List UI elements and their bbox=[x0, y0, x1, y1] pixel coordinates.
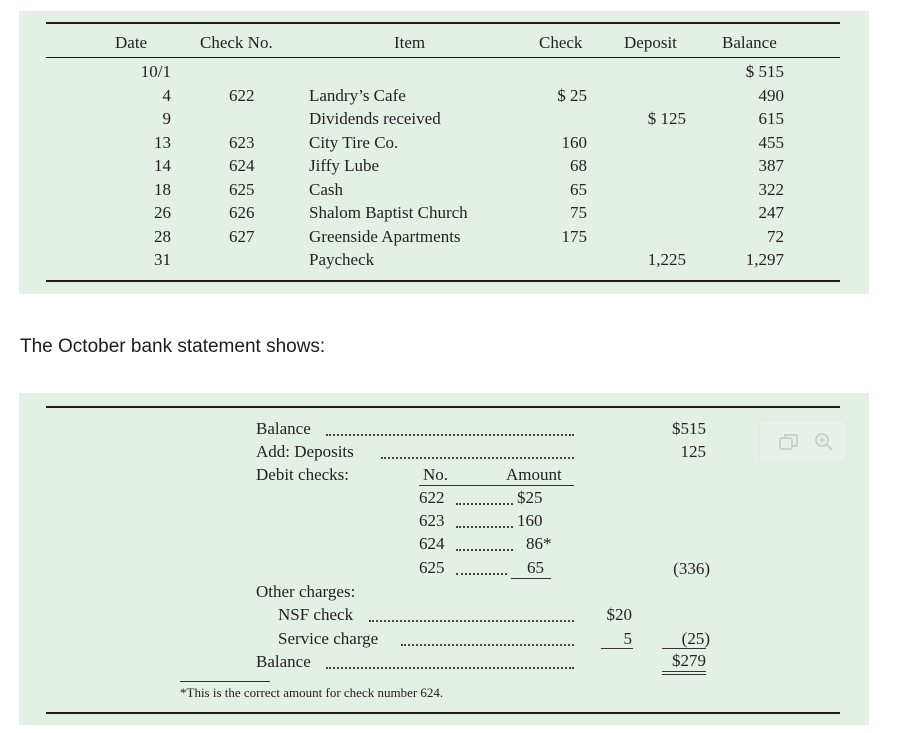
cell-date: 14 bbox=[154, 156, 171, 175]
statement-debit-label: Debit checks: bbox=[256, 465, 349, 484]
checks-total-rule bbox=[511, 578, 551, 579]
cell-balance: $ 515 bbox=[745, 62, 784, 81]
table-row bbox=[19, 227, 869, 250]
check-register-table bbox=[19, 11, 869, 294]
leader-dots bbox=[381, 457, 574, 459]
leader-dots bbox=[456, 526, 513, 528]
check-no: 623 bbox=[419, 511, 445, 530]
check-no: 625 bbox=[419, 558, 445, 577]
table-row bbox=[19, 180, 869, 203]
leader-dots bbox=[401, 644, 574, 646]
bank-statement-panel bbox=[19, 393, 869, 725]
cell-check-no: 623 bbox=[229, 132, 255, 152]
statement-bottom-rule bbox=[46, 712, 840, 714]
register-top-rule bbox=[46, 22, 840, 24]
cell-item: City Tire Co. bbox=[309, 132, 399, 152]
check-amount: $25 bbox=[517, 488, 543, 507]
cell-item: Landry’s Cafe bbox=[309, 85, 406, 105]
cell-item: Shalom Baptist Church bbox=[309, 203, 468, 222]
table-row bbox=[19, 133, 869, 156]
nsf-check-label: NSF check bbox=[278, 605, 354, 624]
checks-total: (336) bbox=[673, 559, 710, 578]
ending-double-rule bbox=[662, 674, 706, 675]
cell-balance: 72 bbox=[767, 226, 784, 246]
cell-item: Dividends received bbox=[309, 109, 441, 128]
cell-item: Greenside Apartments bbox=[309, 226, 461, 246]
check-amount: 86* bbox=[526, 534, 552, 553]
leader-dots bbox=[456, 573, 507, 575]
cell-date: 13 bbox=[154, 132, 171, 152]
check-no: 622 bbox=[419, 488, 445, 507]
leader-dots bbox=[456, 549, 513, 551]
header-item: Item bbox=[394, 33, 426, 52]
statement-balance-value: $515 bbox=[672, 419, 706, 438]
header-check-no: Check No. bbox=[200, 33, 273, 52]
cell-balance: 1,297 bbox=[745, 250, 784, 269]
cell-date: 4 bbox=[162, 85, 171, 105]
service-charge-label: Service charge bbox=[278, 629, 379, 648]
header-deposit: Deposit bbox=[624, 33, 677, 52]
cell-item: Cash bbox=[309, 179, 343, 199]
cell-check-no: 626 bbox=[229, 203, 255, 222]
table-row bbox=[19, 203, 869, 226]
ending-double-rule bbox=[662, 671, 706, 672]
cell-check-amount: 75 bbox=[570, 203, 587, 222]
statement-top-rule bbox=[46, 406, 840, 408]
leader-dots bbox=[369, 620, 574, 622]
cell-check-no: 627 bbox=[229, 226, 255, 246]
table-row bbox=[19, 156, 869, 179]
cell-date: 10/1 bbox=[140, 62, 171, 81]
cell-date: 31 bbox=[154, 250, 171, 269]
cell-balance: 387 bbox=[758, 156, 784, 175]
service-charge-value: 5 bbox=[623, 629, 632, 648]
bank-statement-caption: The October bank statement shows: bbox=[20, 336, 326, 357]
header-balance: Balance bbox=[722, 33, 777, 52]
cell-date: 9 bbox=[162, 109, 171, 128]
cell-item: Paycheck bbox=[309, 250, 375, 269]
cell-check-amount: 160 bbox=[561, 132, 587, 152]
cell-balance: 322 bbox=[758, 179, 784, 199]
header-date: Date bbox=[115, 33, 148, 52]
table-row bbox=[19, 62, 869, 85]
cell-check-amount: $ 25 bbox=[557, 85, 587, 105]
statement-balance-label: Balance bbox=[256, 419, 311, 438]
nsf-check-value: $20 bbox=[606, 605, 632, 624]
leader-dots bbox=[326, 434, 574, 436]
image-toolbar bbox=[759, 419, 847, 463]
cell-balance: 490 bbox=[758, 85, 784, 105]
checks-amount-header: Amount bbox=[506, 465, 562, 484]
footnote-rule bbox=[180, 681, 270, 682]
register-header-rule bbox=[46, 57, 840, 58]
leader-dots bbox=[456, 503, 513, 505]
table-row bbox=[19, 109, 869, 132]
zoom-in-icon[interactable] bbox=[813, 432, 835, 452]
cell-balance: 247 bbox=[758, 203, 784, 222]
check-amount: 160 bbox=[517, 511, 543, 530]
cell-check-no: 622 bbox=[229, 85, 255, 105]
cell-date: 18 bbox=[154, 179, 171, 199]
cell-check-amount: 68 bbox=[570, 156, 587, 175]
check-amount: 65 bbox=[527, 558, 544, 577]
footnote: *This is the correct amount for check number 624. bbox=[180, 685, 444, 700]
statement-deposits-value: 125 bbox=[680, 442, 706, 461]
ending-balance-value: $279 bbox=[672, 651, 706, 670]
check-no: 624 bbox=[419, 534, 445, 553]
cell-date: 28 bbox=[154, 226, 171, 246]
copy-icon[interactable] bbox=[778, 432, 800, 452]
table-row bbox=[19, 86, 869, 109]
other-charges-total: (25) bbox=[681, 629, 710, 648]
checks-no-header: No. bbox=[423, 465, 449, 484]
table-row bbox=[19, 250, 869, 273]
other-charges-rule bbox=[601, 648, 633, 649]
cell-check-no: 624 bbox=[229, 156, 255, 175]
checks-header-rule bbox=[419, 485, 574, 486]
cell-check-amount: 65 bbox=[570, 179, 587, 199]
cell-balance: 615 bbox=[758, 109, 784, 128]
header-check: Check bbox=[539, 33, 583, 52]
statement-deposits-label: Add: Deposits bbox=[256, 442, 354, 461]
cell-check-amount: 175 bbox=[561, 226, 587, 246]
leader-dots bbox=[326, 667, 574, 669]
cell-date: 26 bbox=[154, 203, 171, 222]
register-bottom-rule bbox=[46, 280, 840, 282]
cell-item: Jiffy Lube bbox=[309, 156, 380, 175]
cell-check-no: 625 bbox=[229, 179, 255, 199]
other-charges-label: Other charges: bbox=[256, 582, 356, 601]
cell-balance: 455 bbox=[758, 132, 784, 152]
cell-deposit: $ 125 bbox=[647, 109, 686, 128]
ending-balance-label: Balance bbox=[256, 652, 311, 671]
cell-deposit: 1,225 bbox=[647, 250, 686, 269]
